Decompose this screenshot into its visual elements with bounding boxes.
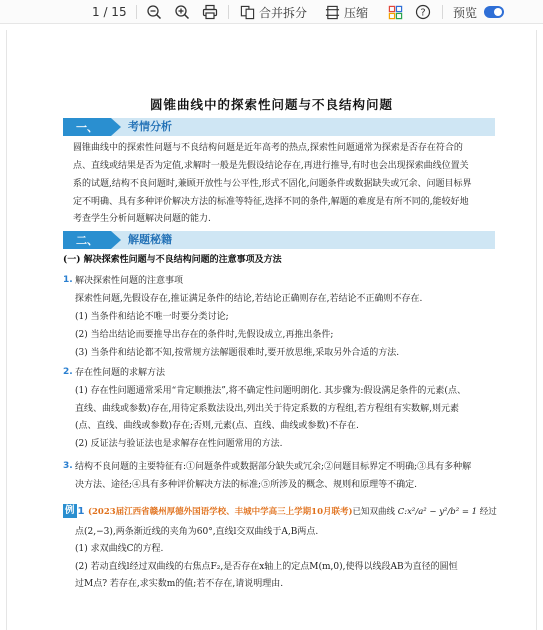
zoom-in-button[interactable] — [174, 0, 190, 24]
item-line: (1) 当条件和结论不唯一时要分类讨论; — [75, 312, 229, 322]
item-title: 解决探索性问题的注意事项 — [75, 276, 184, 286]
item-line: (1) 存在性问题通常采用“肯定顺推法”,将不确定性问题明朗化. 其步骤为:假设满足条件的元素(点、 — [75, 386, 466, 396]
toolbar-divider — [228, 5, 229, 19]
help-button[interactable] — [415, 0, 431, 24]
zoom-in-icon — [174, 4, 190, 20]
example-line: (1) 求双曲线C的方程. — [75, 544, 164, 554]
section-number: 二、 — [63, 231, 111, 249]
item-line: 探索性问题,先假设存在,推证满足条件的结论,若结论正确则存在,若结论不正确则不存在. — [75, 294, 423, 304]
toolbar — [0, 0, 543, 24]
section-title: 考情分析 — [128, 120, 172, 133]
item-number: 2. — [63, 367, 73, 377]
example-badge — [63, 504, 84, 518]
hyperbola-equation: C:x²/a² − y²/b² = 1 — [397, 507, 478, 517]
item-line: (2) 反证法与验证法也是求解存在性问题常用的方法. — [75, 439, 283, 449]
page-margin-line — [6, 30, 7, 630]
example-label: 例 — [65, 505, 75, 516]
toolbar-divider — [136, 5, 137, 19]
page-indicator[interactable]: 1 / 15 — [92, 5, 127, 19]
compress-button[interactable]: 压缩 — [325, 0, 368, 24]
paragraph-line: 定不明确、具有多种评价解决方法的标准等特征,选择不同的条件,解题的难度是有所不同的,能较好地 — [73, 197, 469, 207]
example-stem-end: 经过 — [479, 507, 497, 517]
svg-text:?: ? — [420, 7, 426, 19]
compress-icon — [325, 5, 340, 20]
subheading: (一) 解决探索性问题与不良结构问题的注意事项及方法 — [63, 255, 282, 265]
example-stem-intro: 已知双曲线 — [352, 507, 396, 517]
item-title: 存在性问题的求解方法 — [75, 368, 166, 378]
section-arrow — [111, 118, 121, 136]
example-number: 1 — [77, 505, 85, 517]
paragraph-line: 系的试题,结构不良问题时,兼顾开放性与公平性,形式不固化,问题条件或数据缺失或冗余、问题目标界 — [73, 179, 472, 189]
example-line: 过M点? 若存在,求实数m的值;若不存在,请说明理由. — [75, 579, 284, 589]
preview-toggle[interactable] — [484, 6, 504, 18]
paragraph-line: 点、直线或结果是否为定值,求解时一般是先假设结论存在,再进行推导,有时也会出现探索曲线位置关 — [73, 161, 469, 171]
item-line: (点、直线、曲线或参数)存在;否则,元素(点、直线、曲线或参数)不存在. — [75, 421, 359, 431]
paragraph-line: 考查学生分析问题解决问题的能力. — [73, 214, 211, 224]
merge-split-icon — [240, 5, 255, 20]
item-line: (3) 当条件和结论都不知,按常规方法解题很难时,要开放思维,采取另外合适的方法. — [75, 348, 400, 358]
print-button[interactable] — [202, 0, 218, 24]
page-margin-line — [536, 30, 537, 630]
example-stem — [88, 506, 497, 519]
section-number: 一、 — [63, 118, 111, 136]
section-header-solving — [63, 231, 495, 249]
apps-grid-icon — [388, 5, 403, 20]
paragraph-line: 圆锥曲线中的探索性问题与不良结构问题是近年高考的热点,探索性问题通常为探索是否存在符合的 — [73, 143, 463, 153]
zoom-out-button[interactable] — [146, 0, 162, 24]
merge-split-button[interactable]: 合并拆分 — [240, 0, 307, 24]
zoom-out-icon — [146, 4, 162, 20]
toolbar-divider — [442, 5, 443, 19]
example-line: (2) 若动直线l经过双曲线的右焦点F₂,是否存在x轴上的定点M(m,0),使得以线段AB为直径的圆恒 — [75, 562, 458, 572]
item-line: 决方法、途径;④具有多种评价解决方法的标准;⑤所涉及的概念、规则和原理等不确定. — [75, 480, 417, 490]
help-icon — [415, 4, 431, 20]
document-title: 圆锥曲线中的探索性问题与不良结构问题 — [149, 97, 393, 112]
example-line: 点(2,−3),两条渐近线的夹角为60°,直线l交双曲线于A,B两点. — [75, 527, 319, 537]
example-source: (2023届江西省赣州厚德外国语学校、丰城中学高三上学期10月联考) — [88, 507, 353, 517]
item-line: (2) 当给出结论而要推导出存在的条件时,先假设成立,再推出条件; — [75, 330, 334, 340]
document-page — [0, 24, 543, 630]
item-line: 结构不良问题的主要特征有:①问题条件或数据部分缺失或冗余;②问题目标界定不明确;③具有多种解 — [75, 462, 472, 472]
section-title: 解题秘籍 — [128, 233, 172, 246]
apps-button[interactable] — [388, 0, 403, 24]
section-arrow — [111, 231, 121, 249]
preview-label: 预览 — [453, 5, 478, 20]
printer-icon — [202, 4, 218, 20]
item-number: 3. — [63, 461, 73, 471]
item-number: 1. — [63, 275, 73, 285]
section-header-analysis — [63, 118, 495, 136]
item-line: 直线、曲线或参数)存在,用待定系数法设出,列出关于待定系数的方程组,若方程组有实数解,则元素 — [75, 404, 459, 414]
